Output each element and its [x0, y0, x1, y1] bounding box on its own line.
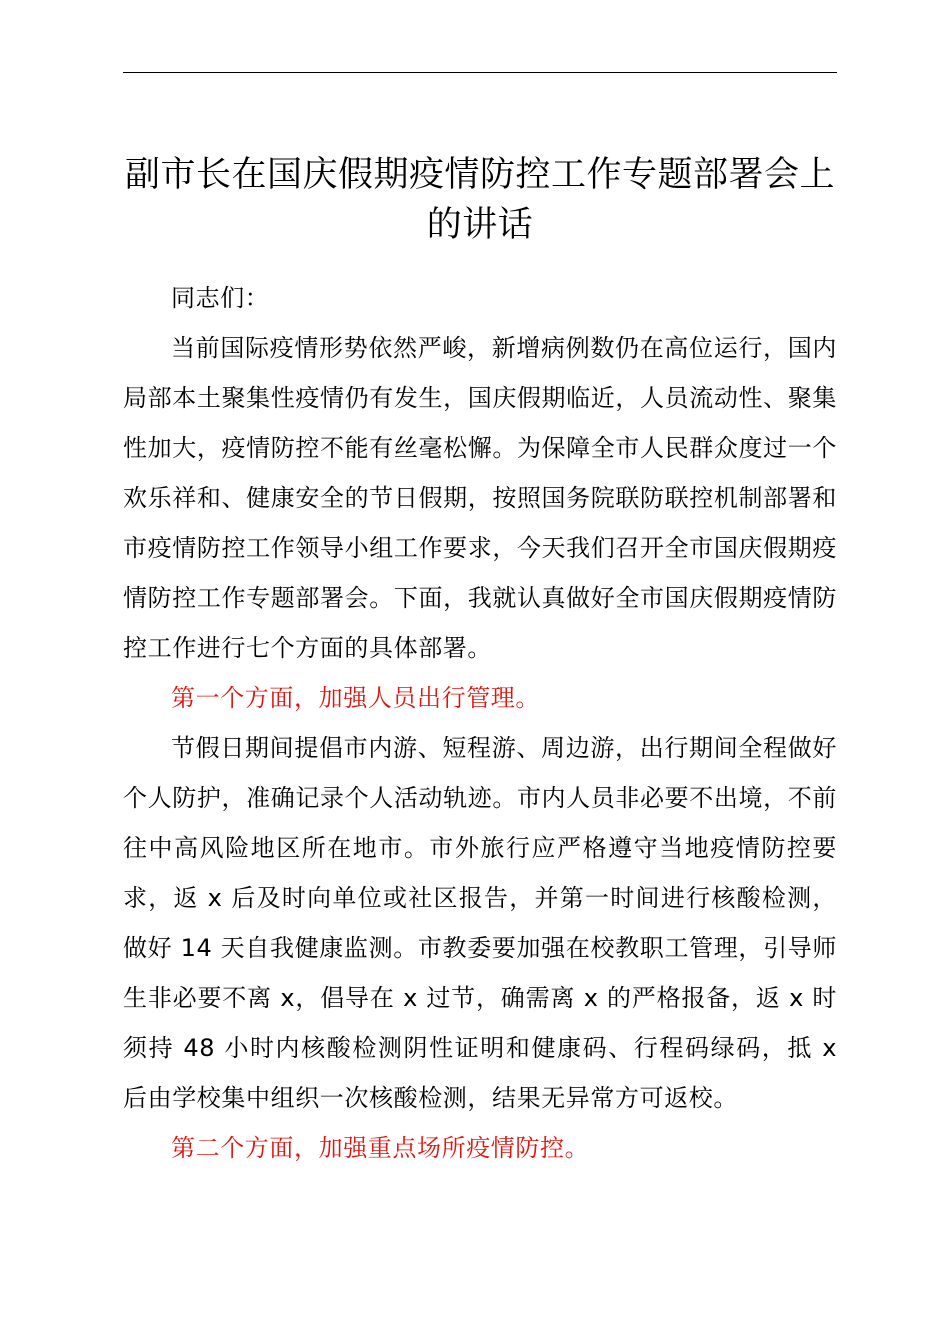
- salutation: 同志们：: [171, 284, 270, 312]
- document-body: [123, 273, 837, 1173]
- header-rule: [123, 72, 837, 73]
- body-paragraph: 节假日期间提倡市内游、短程游、周边游，出行期间全程做好个人防护，准确记录个人活动轨迹。市内人员非必要不出境，不前往中高风险地区所在地市。市外旅行应严格遵守当地疫情防控要求，返 x 后及时向单位或社区报告，并第一时间进行核酸检测，做好 14 天自我健康监测。市教委要加强在校教职工管理，引导师生非必要不离 x，倡导在 x 过节，确需离 x 的严格报备，返 x 时须持 48 小时内核酸检测阴性证明和健康码、行程码绿码，抵 x 后由学校集中组织一次核酸检测，结果无异常方可返校。: [123, 734, 837, 1112]
- body-paragraph: 当前国际疫情形势依然严峻，新增病例数仍在高位运行，国内局部本土聚集性疫情仍有发生，国庆假期临近，人员流动性、聚集性加大，疫情防控不能有丝毫松懈。为保障全市人民群众度过一个欢乐祥和、健康安全的节日假期，按照国务院联防联控机制部署和市疫情防控工作领导小组工作要求，今天我们召开全市国庆假期疫情防控工作专题部署会。下面，我就认真做好全市国庆假期疫情防控工作进行七个方面的具体部署。: [123, 334, 837, 662]
- section-heading: 第一个方面，加强人员出行管理。: [171, 684, 540, 712]
- document-title: 副市长在国庆假期疫情防控工作专题部署会上的讲话: [124, 155, 835, 245]
- section-heading: 第二个方面，加强重点场所疫情防控。: [171, 1134, 590, 1162]
